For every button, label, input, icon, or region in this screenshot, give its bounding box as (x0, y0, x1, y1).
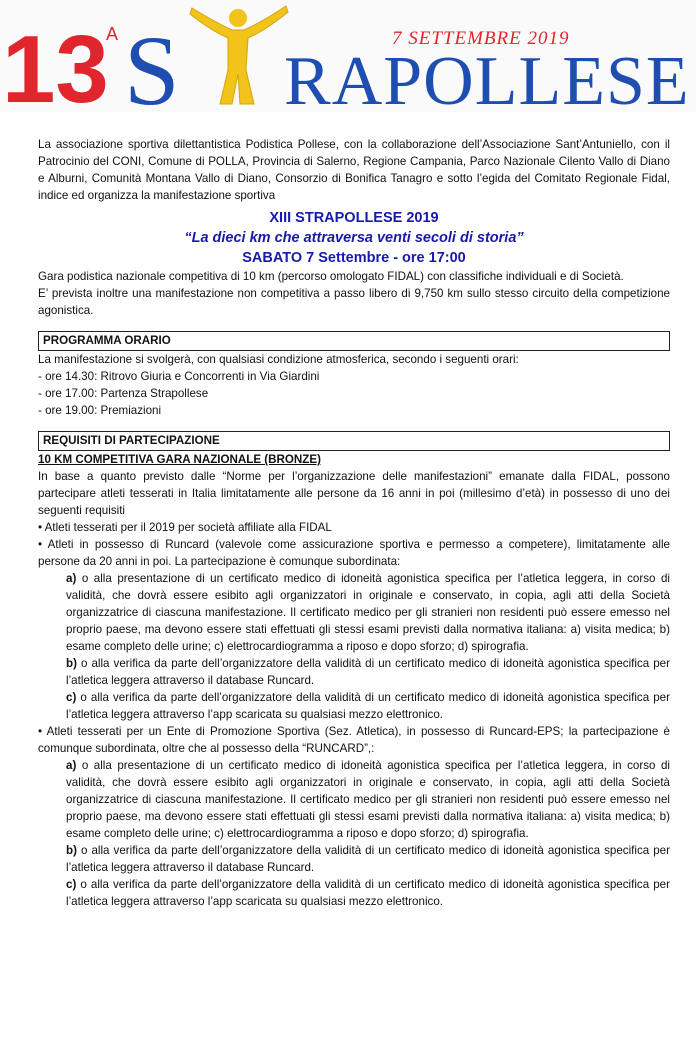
condition-b-label: b) (66, 657, 77, 670)
bullet-fidal: • Atleti tesserati per il 2019 per società affiliate alla FIDAL (38, 521, 332, 534)
programma-item-2: - ore 17.00: Partenza Strapollese (38, 387, 209, 400)
event-tagline: “La dieci km che attraversa venti secoli di storia” (184, 230, 524, 246)
programma-item-1: - ore 14.30: Ritrovo Giuria e Concorrenti in Via Giardini (38, 370, 320, 383)
condition-a-eps (38, 757, 670, 842)
condition-a-eps-text: o alla presentazione di un certificato medico di idoneità agonistica specifica per l’atletica leggera, in corso di validità, che dovrà essere esibito agli organizzatori in originale e conservato, in copia, agli atti della Società organizzatrice di ciascuna manifestazione. Il certificato medico per gli stranieri non residenti può essere emesso nel proprio paese, ma devono essere stati effettuati gli stessi esami previsti dalla normativa italiana: a) visita medica; b) esame completo delle urine; c) elettrocardiogramma a riposo e dopo sforzo; d) spirografia. (66, 759, 670, 840)
programma-heading: PROGRAMMA ORARIO (38, 331, 670, 351)
race-desc-1: Gara podistica nazionale competitiva di 10 km (percorso omologato FIDAL) con classifiche individuali e di Società. (38, 270, 624, 283)
condition-a (38, 570, 670, 655)
condition-c-eps-text: o alla verifica da parte dell’organizzatore della validità di un certificato medico di idoneità agonistica specifica per l’atletica leggera attraverso l’app scaricata su qualsiasi mezzo elettronico. (66, 878, 670, 908)
event-title: XIII STRAPOLLESE 2019 (269, 210, 439, 226)
requisiti-heading: REQUISITI DI PARTECIPAZIONE (38, 431, 670, 451)
condition-a-eps-label: a) (66, 759, 77, 772)
condition-c (38, 689, 670, 723)
bullet-eps: • Atleti tesserati per un Ente di Promozione Sportiva (Sez. Atletica), in possesso di Runcard-EPS; la partecipazione è comunque subordinata, oltre che al possesso della “RUNCARD”,: (38, 725, 670, 755)
condition-b-eps-label: b) (66, 844, 77, 857)
intro-paragraph: La associazione sportiva dilettantistica Podistica Pollese, con la collaborazione dell’Associazione Sant’Antuniello, con il Patrocinio del CONI, Comune di POLLA, Provincia di Salerno, Regione Campania, Parco Nazionale Cilento Vallo di Diano e Alburni, Comunità Montana Vallo di Diano, Consorzio di Bonifica Tanagro e sotto l’egida del Comitato Regionale Fidal, indice ed organizza la manifestazione sportiva (38, 138, 670, 202)
race-desc-2: E’ prevista inoltre una manifestazione non competitiva a passo libero di 9,750 km sullo stesso circuito della competizione agonistica. (38, 287, 670, 317)
programma-item-3: - ore 19.00: Premiazioni (38, 404, 162, 417)
edition-number: 13 (2, 16, 109, 112)
programma-intro: La manifestazione si svolgerà, con qualsiasi condizione atmosferica, secondo i seguenti orari: (38, 353, 519, 366)
condition-b-text: o alla verifica da parte dell’organizzatore della validità di un certificato medico di idoneità agonistica specifica per l’atletica leggera attraverso il database Runcard. (66, 657, 670, 687)
condition-c-eps (38, 876, 670, 910)
condition-c-eps-label: c) (66, 878, 77, 891)
document-body (38, 136, 670, 910)
condition-a-label: a) (66, 572, 77, 585)
bullet-runcard: • Atleti in possesso di Runcard (valevole come assicurazione sportiva e permesso a competere), limitatamente alle persone da 20 anni in poi. La partecipazione è comunque subordinata: (38, 538, 670, 568)
condition-a-text: o alla presentazione di un certificato medico di idoneità agonistica specifica per l’atletica leggera, in corso di validità, che dovrà essere esibito agli organizzatori in originale e conservato, in copia, agli atti della Società organizzatrice di ciascuna manifestazione. Il certificato medico per gli stranieri non residenti può essere emesso nel proprio paese, ma devono essere stati effettuati gli stessi esami previsti dalla normativa italiana: a) visita medica; b) esame completo delle urine; c) elettrocardiogramma a riposo e dopo sforzo; d) spirografia. (66, 572, 670, 653)
event-date: 7 SETTEMBRE 2019 (392, 28, 570, 49)
runner-icon (190, 6, 288, 104)
strapollese-logo (0, 0, 696, 112)
logo-letter-s: S (124, 15, 180, 112)
condition-b-eps-text: o alla verifica da parte dell’organizzatore della validità di un certificato medico di idoneità agonistica specifica per l’atletica leggera attraverso il database Runcard. (66, 844, 670, 874)
condition-c-text: o alla verifica da parte dell’organizzatore della validità di un certificato medico di idoneità agonistica specifica per l’atletica leggera attraverso l’app scaricata su qualsiasi mezzo elettronico. (66, 691, 670, 721)
requisiti-subheading: 10 KM COMPETITIVA GARA NAZIONALE (BRONZE) (38, 453, 321, 466)
header-banner (0, 0, 696, 112)
condition-b (38, 655, 670, 689)
logo-rest: RAPOLLESE (284, 43, 690, 112)
event-datetime: SABATO 7 Settembre - ore 17:00 (242, 250, 466, 266)
edition-superscript: A (106, 24, 119, 44)
requisiti-intro: In base a quanto previsto dalle “Norme per l’organizzazione delle manifestazioni” emanate dalla FIDAL, possono partecipare atleti tesserati in Italia limitatamente alle persone da 16 anni in poi (millesimo d’età) in possesso di uno dei seguenti requisiti (38, 470, 670, 517)
condition-b-eps (38, 842, 670, 876)
condition-c-label: c) (66, 691, 77, 704)
